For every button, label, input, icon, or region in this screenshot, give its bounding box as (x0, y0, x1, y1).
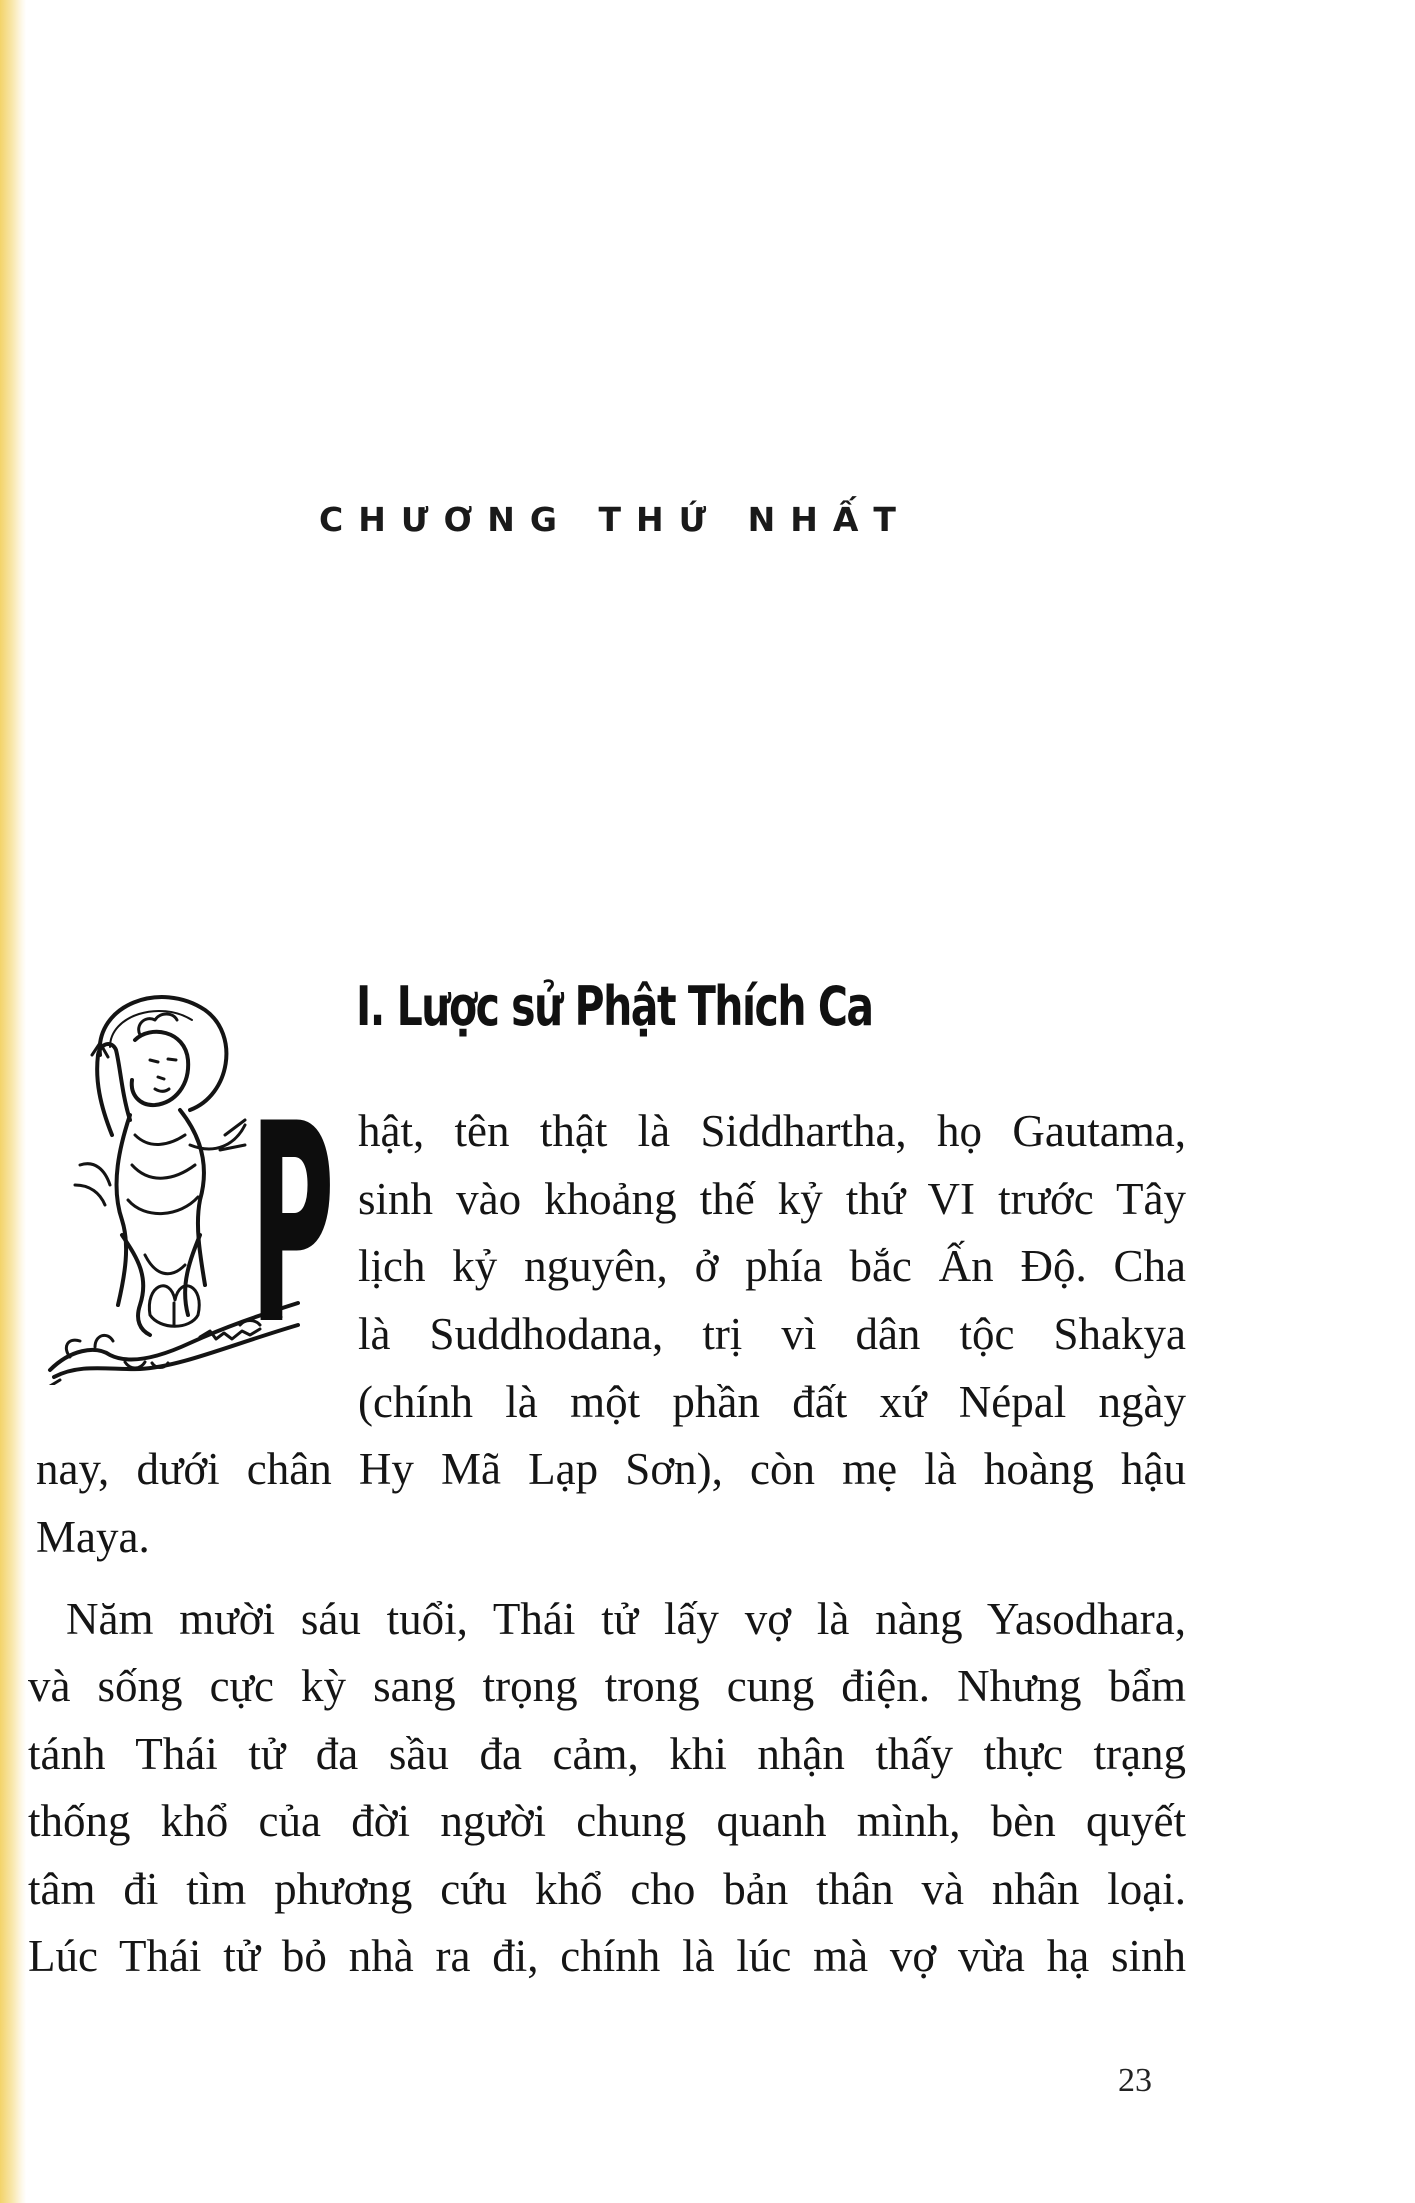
paragraph-line: và sống cực kỳ sang trọng trong cung điện. Nhưng bẩm (28, 1661, 1186, 1711)
paragraph-line: là Suddhodana, trị vì dân tộc Shakya (358, 1309, 1186, 1359)
drop-cap: P (250, 1065, 335, 1385)
paragraph-line: tâm đi tìm phương cứu khổ cho bản thân và nhân loại. (28, 1864, 1186, 1914)
paragraph-line: Lúc Thái tử bỏ nhà ra đi, chính là lúc mà vợ vừa hạ sinh (28, 1931, 1186, 1981)
page-edge-shadow (0, 0, 26, 2203)
paragraph-line: thống khổ của đời người chung quanh mình, bèn quyết (28, 1796, 1186, 1846)
paragraph-line: (chính là một phần đất xứ Népal ngày (358, 1377, 1186, 1427)
paragraph-line: Năm mười sáu tuổi, Thái tử lấy vợ là nàng Yasodhara, (66, 1594, 1186, 1644)
section-title: I. Lược sử Phật Thích Ca (356, 975, 873, 1038)
paragraph-line: Maya. (36, 1512, 150, 1562)
paragraph-line: tánh Thái tử đa sầu đa cảm, khi nhận thấy thực trạng (28, 1729, 1186, 1779)
chapter-heading: CHƯƠNG THỨ NHẤT (319, 500, 911, 539)
paragraph-line: nay, dưới chân Hy Mã Lạp Sơn), còn mẹ là hoàng hậu (36, 1444, 1186, 1494)
paragraph-line: hật, tên thật là Siddhartha, họ Gautama, (358, 1106, 1186, 1156)
page-number: 23 (1118, 2062, 1152, 2099)
paragraph-line: lịch kỷ nguyên, ở phía bắc Ấn Độ. Cha (358, 1241, 1186, 1291)
paragraph-line: sinh vào khoảng thế kỷ thứ VI trước Tây (358, 1174, 1186, 1224)
